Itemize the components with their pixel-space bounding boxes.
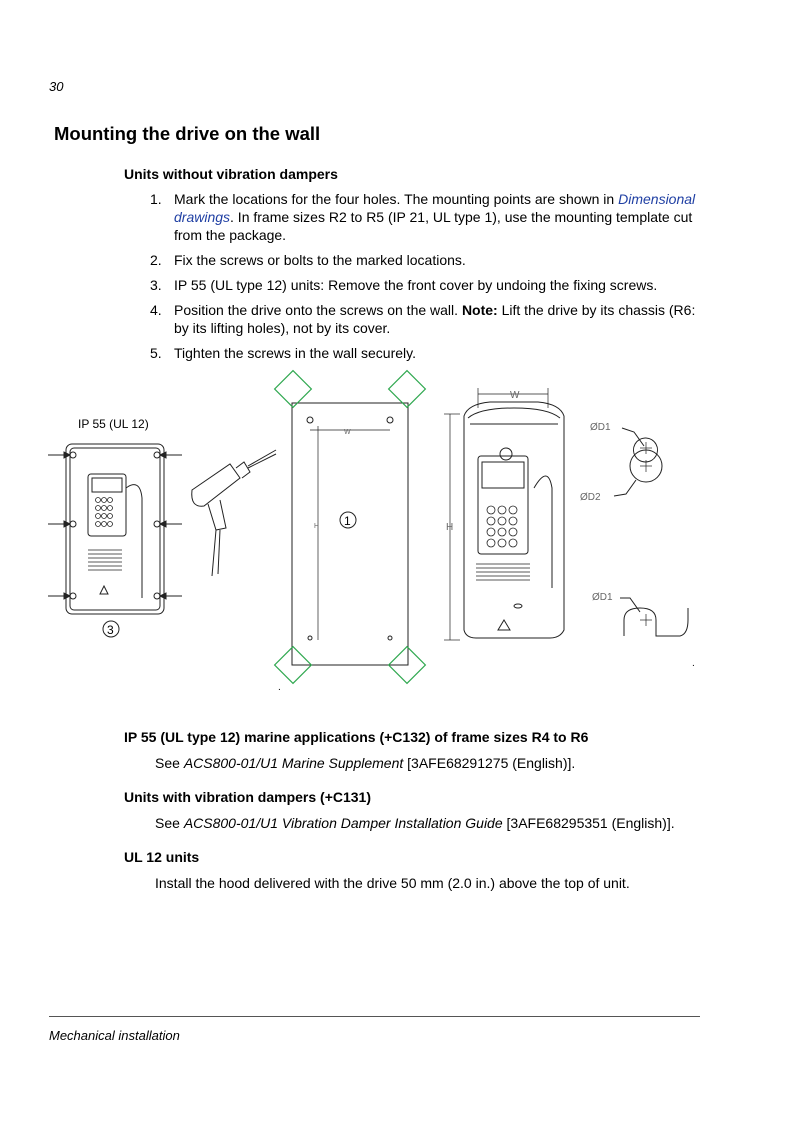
ip55-drive-drawing <box>48 444 182 614</box>
heading-marine-applications: IP 55 (UL type 12) marine applications (+C132) of frame sizes R4 to R6 <box>124 729 589 745</box>
step-number: 2. <box>150 252 162 268</box>
ip55-label: IP 55 (UL 12) <box>78 417 149 431</box>
svg-text:ØD1: ØD1 <box>590 422 611 433</box>
footer-divider <box>49 1016 700 1017</box>
step-number: 1. <box>150 191 162 207</box>
step-number: 4. <box>150 302 162 318</box>
callout-3 <box>103 621 119 637</box>
drill-icon <box>192 450 276 576</box>
svg-text:1: 1 <box>344 514 351 528</box>
mounting-figure <box>40 368 720 698</box>
step-text: IP 55 (UL type 12) units: Remove the front cover by undoing the fixing screws. <box>174 277 658 293</box>
note-label: Note: <box>461 302 498 318</box>
marine-supplement-title: ACS800-01/U1 Marine Supplement <box>183 755 404 771</box>
svg-text:3: 3 <box>107 623 114 637</box>
footer-section-name: Mechanical installation <box>49 1028 180 1043</box>
mounting-steps-list <box>150 190 710 369</box>
step-text: . In frame sizes R2 to R5 (IP 21, UL type 1), use the mounting template cut from the package. <box>174 209 693 243</box>
svg-text:ØD1: ØD1 <box>592 592 613 603</box>
heading-ul12-units: UL 12 units <box>124 849 200 865</box>
marine-see-reference: See ACS800-01/U1 Marine Supplement [3AFE68291275 (English)]. <box>155 755 576 771</box>
step-item <box>150 276 710 294</box>
ip21-drive-drawing <box>444 388 564 640</box>
damper-see-reference: See ACS800-01/U1 Vibration Damper Installation Guide [3AFE68295351 (English)]. <box>155 815 675 831</box>
svg-text:W: W <box>510 390 520 401</box>
step-text: Position the drive onto the screws on the wall. <box>174 302 462 318</box>
step-item <box>150 251 710 269</box>
step-text: Lift the drive by its chassis (R6: by its lifting holes), not by its cover. <box>174 302 696 336</box>
callout-1 <box>340 512 356 528</box>
dimensional-drawings-link[interactable]: Dimensional drawings <box>174 191 696 225</box>
heading-units-without-dampers: Units without vibration dampers <box>124 166 338 182</box>
keyhole-detail-drawing <box>580 422 688 636</box>
ul12-instruction: Install the hood delivered with the drive 50 mm (2.0 in.) above the top of unit. <box>155 875 630 891</box>
step-item <box>150 190 710 244</box>
step-text: Fix the screws or bolts to the marked locations. <box>174 252 466 268</box>
step-item <box>150 344 710 362</box>
page-title: Mounting the drive on the wall <box>54 123 321 144</box>
step-number: 3. <box>150 277 162 293</box>
step-text: Mark the locations for the four holes. The mounting points are shown in <box>174 191 619 207</box>
svg-text:W: W <box>344 429 351 436</box>
step-item <box>150 301 710 337</box>
step-number: 5. <box>150 345 162 361</box>
svg-text:H: H <box>446 522 454 533</box>
heading-vibration-dampers: Units with vibration dampers (+C131) <box>124 789 371 805</box>
figure-dot: . <box>692 658 695 669</box>
step-text: Tighten the screws in the wall securely. <box>174 345 416 361</box>
page-number: 30 <box>49 79 64 94</box>
damper-guide-title: ACS800-01/U1 Vibration Damper Installation Guide <box>183 815 503 831</box>
svg-text:ØD2: ØD2 <box>580 492 601 503</box>
figure-dot: . <box>278 682 281 693</box>
svg-text:H: H <box>314 523 320 530</box>
